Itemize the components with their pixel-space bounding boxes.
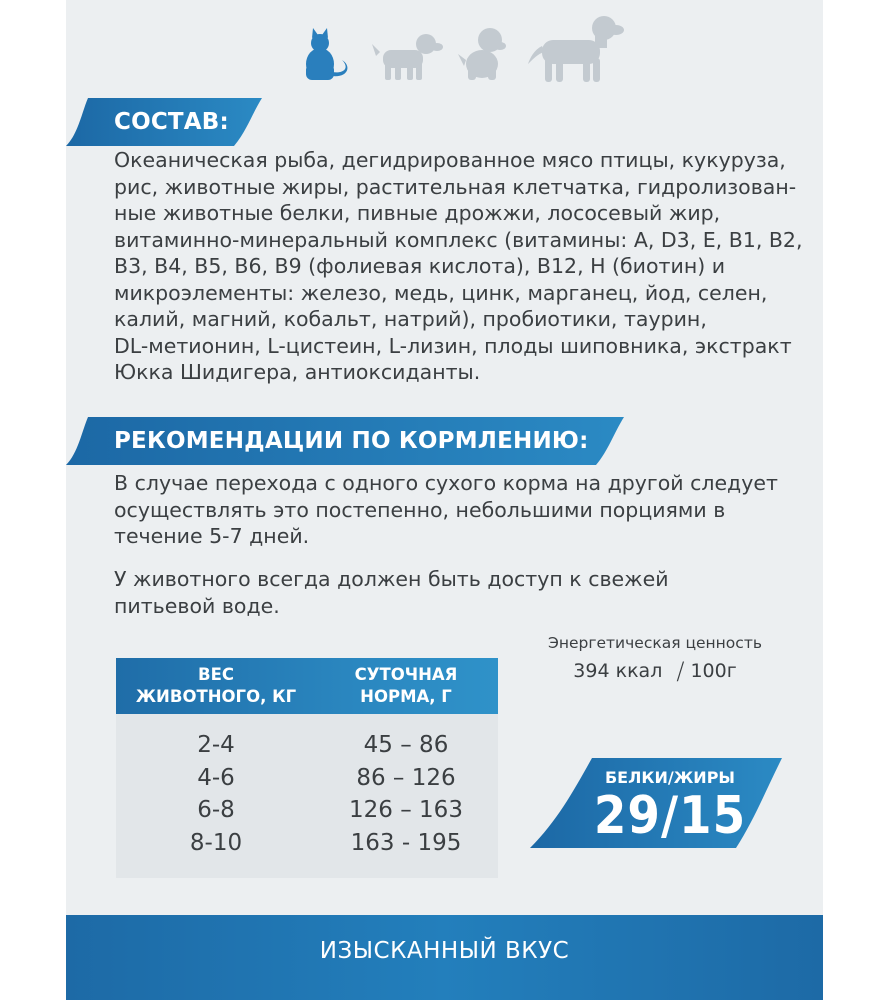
- header-daily-norm: СУТОЧНАЯ НОРМА, Г: [354, 665, 458, 706]
- composition-text: Океаническая рыба, дегидрированное мясо птицы, кукуруза, рис, животные жиры, растительная клетчатка, гидролизован- ные животные белки, пивные дрожжи, лососевый жир, витаминно-минеральный комплекс (витамины: A, D3, E, B1, B2, B3, B4, B5, B6, B9 (фолиевая кислота), B12, H (биотин) и микроэлементы: железо, медь, цинк, марганец, йод, селен, калий, магний, кобальт, натрий), пробиотики, таурин, DL-метионин, L-цистеин, L-лизин, плоды шиповника, экстракт Юкка Шидигера, антиоксиданты.: [114, 148, 803, 384]
- feeding-table-body: [116, 732, 498, 862]
- small-dog-icon: [372, 34, 443, 80]
- animal-icons-row: [0, 0, 889, 100]
- feeding-banner: [66, 417, 624, 465]
- norm-cell: 163 - 195: [350, 829, 462, 856]
- badge-value: 29/15: [593, 786, 747, 846]
- feeding-paragraph-water: У животного всегда должен быть доступ к свежей питьевой воде.: [114, 567, 669, 618]
- norm-cell: 126 – 163: [349, 797, 463, 823]
- composition-title: СОСТАВ:: [114, 109, 229, 135]
- footer-band: [66, 915, 823, 1000]
- feeding-table: [116, 658, 498, 878]
- large-dog-icon: [528, 16, 624, 82]
- feeding-title: РЕКОМЕНДАЦИИ ПО КОРМЛЕНИЮ:: [114, 428, 589, 454]
- weight-cell: 4-6: [197, 764, 235, 791]
- badge-label: БЕЛКИ/ЖИРЫ: [604, 768, 735, 787]
- energy-value: [530, 657, 780, 685]
- table-row: [116, 765, 498, 798]
- table-row: [116, 732, 498, 765]
- table-row: [116, 797, 498, 830]
- feeding-table-header: [116, 658, 498, 714]
- protein-fat-badge: [530, 758, 782, 848]
- weight-cell: 6-8: [197, 797, 235, 823]
- table-row: [116, 830, 498, 863]
- energy-value-block: [530, 633, 780, 685]
- norm-cell: 45 – 86: [363, 732, 449, 758]
- norm-cell: 86 – 126: [356, 764, 456, 791]
- energy-unit: 100г: [690, 660, 737, 682]
- footer-text: ИЗЫСКАННЫЙ ВКУС: [319, 938, 570, 964]
- header-weight: ВЕС ЖИВОТНОГО, КГ: [135, 665, 297, 706]
- weight-cell: 8-10: [189, 829, 243, 856]
- feeding-paragraph-transition: В случае перехода с одного сухого корма на другой следует осуществлять это постепенно, небольшими порциями в течение 5-7 дней.: [114, 471, 778, 548]
- composition-banner: [66, 98, 262, 146]
- energy-kcal: 394 ккал: [573, 660, 663, 682]
- cat-icon: [306, 28, 347, 80]
- puppy-icon: [458, 28, 506, 80]
- weight-cell: 2-4: [197, 732, 235, 758]
- energy-label: Энергетическая ценность: [548, 634, 762, 652]
- energy-separator: /: [676, 657, 685, 685]
